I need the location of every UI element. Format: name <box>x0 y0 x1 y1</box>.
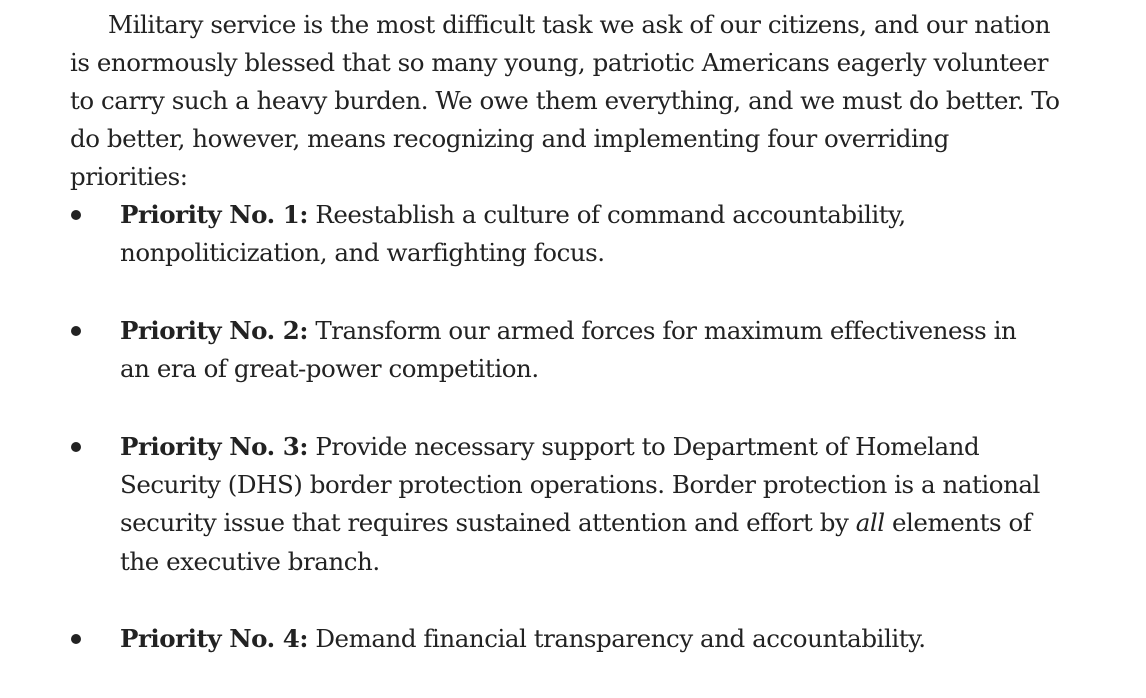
priority-list <box>0 196 1146 698</box>
intro-paragraph: Military service is the most difficult task we ask of our citizens, and our nation is enormously blessed that so many young, patriotic Americans eagerly volunteer to carry such a heavy burden. We owe them everything, and we must do better. To do better, however, means recognizing and implementing four overriding priorities: <box>70 10 1060 191</box>
priority-description: Reestablish a culture of command accountability, nonpoliticization, and warfighting focus. <box>120 200 906 268</box>
emphasized-word: all <box>855 508 885 538</box>
priority-text <box>120 428 1050 582</box>
cut-off-text-fragment <box>166 0 226 2</box>
priority-text <box>120 196 1050 273</box>
bullet-icon <box>71 326 81 336</box>
list-item-priority-4 <box>0 620 1146 658</box>
list-item-priority-1 <box>0 196 1146 273</box>
list-item-priority-2 <box>0 312 1146 389</box>
priority-description: Transform our armed forces for maximum effectiveness in an era of great-power competition. <box>120 315 1017 384</box>
bullet-icon <box>71 442 81 452</box>
priority-label: Priority No. 4: <box>120 624 308 654</box>
list-item-priority-3 <box>0 428 1146 582</box>
priority-description-end: elements of the executive branch. <box>120 508 1032 576</box>
priority-label: Priority No. 1: <box>120 200 308 229</box>
priority-label: Priority No. 2: <box>120 315 308 345</box>
bullet-icon <box>71 210 81 220</box>
priority-text <box>120 312 1050 389</box>
priority-label: Priority No. 3: <box>120 431 308 461</box>
priority-description: Provide necessary support to Department of Homeland Security (DHS) border protection operations. Border protection is a national security issue that requires sustained attention and effort by <box>120 431 1040 538</box>
bullet-icon <box>71 634 81 644</box>
priority-text <box>120 620 1050 658</box>
priority-description: Demand financial transparency and accountability. <box>307 624 926 654</box>
